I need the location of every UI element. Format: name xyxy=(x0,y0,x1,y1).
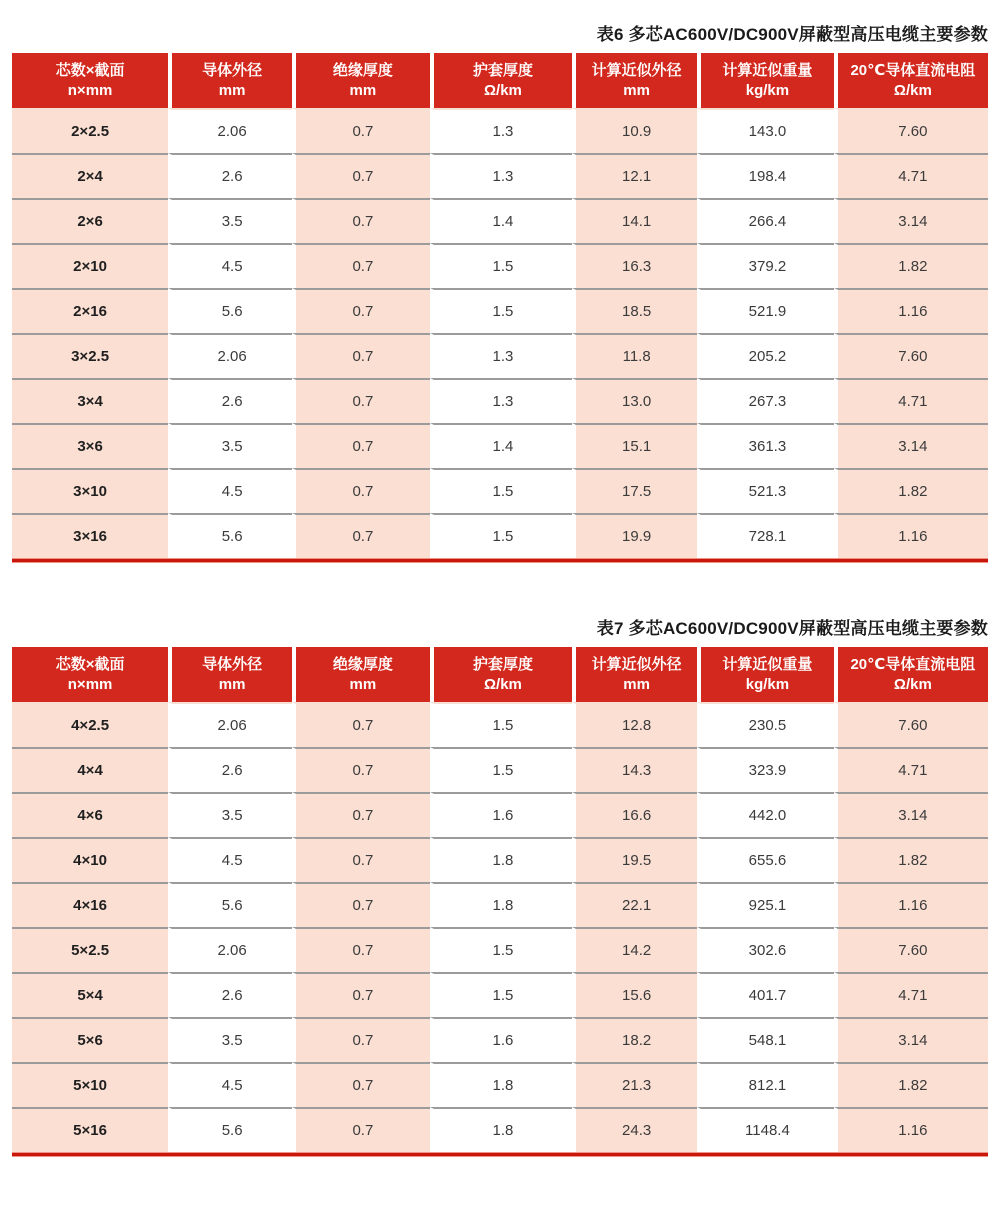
column-header-label: 20℃导体直流电阻 xyxy=(850,61,976,79)
row-spec-cell: 4×6 xyxy=(12,792,168,837)
table-row xyxy=(12,378,988,423)
value-cell: 1.16 xyxy=(834,513,988,558)
value-cell: 1.8 xyxy=(430,837,572,882)
value-cell: 2.6 xyxy=(168,378,292,423)
column-header xyxy=(572,53,697,108)
value-cell: 21.3 xyxy=(572,1062,697,1107)
table-row xyxy=(12,837,988,882)
column-header xyxy=(834,647,988,702)
value-cell: 323.9 xyxy=(697,747,834,792)
row-spec-cell: 5×2.5 xyxy=(12,927,168,972)
value-cell: 1.3 xyxy=(430,378,572,423)
value-cell: 11.8 xyxy=(572,333,697,378)
value-cell: 14.1 xyxy=(572,198,697,243)
row-spec-cell: 5×6 xyxy=(12,1017,168,1062)
table-header xyxy=(12,647,988,702)
value-cell: 1.4 xyxy=(430,198,572,243)
value-cell: 3.5 xyxy=(168,792,292,837)
cable-table-section xyxy=(12,618,988,1157)
row-spec-cell: 3×6 xyxy=(12,423,168,468)
table-row xyxy=(12,702,988,747)
value-cell: 14.2 xyxy=(572,927,697,972)
table-row xyxy=(12,927,988,972)
value-cell: 22.1 xyxy=(572,882,697,927)
value-cell: 5.6 xyxy=(168,288,292,333)
column-header xyxy=(12,53,168,108)
column-header-unit: kg/km xyxy=(745,81,790,99)
value-cell: 3.14 xyxy=(834,423,988,468)
value-cell: 1.6 xyxy=(430,1017,572,1062)
value-cell: 1.16 xyxy=(834,288,988,333)
value-cell: 1.82 xyxy=(834,468,988,513)
value-cell: 1.16 xyxy=(834,1107,988,1152)
row-spec-cell: 3×16 xyxy=(12,513,168,558)
table-row xyxy=(12,333,988,378)
cable-parameters-table xyxy=(12,647,988,1152)
value-cell: 1.4 xyxy=(430,423,572,468)
value-cell: 1.6 xyxy=(430,792,572,837)
value-cell: 3.5 xyxy=(168,198,292,243)
table-bottom-rule xyxy=(12,1152,988,1157)
cable-parameters-table xyxy=(12,53,988,558)
value-cell: 521.3 xyxy=(697,468,834,513)
row-spec-cell: 3×4 xyxy=(12,378,168,423)
value-cell: 0.7 xyxy=(292,468,430,513)
row-spec-cell: 4×16 xyxy=(12,882,168,927)
value-cell: 4.5 xyxy=(168,837,292,882)
value-cell: 4.5 xyxy=(168,1062,292,1107)
value-cell: 7.60 xyxy=(834,333,988,378)
table-row xyxy=(12,468,988,513)
table-title: 表7 多芯AC600V/DC900V屏蔽型高压电缆主要参数 xyxy=(596,619,988,638)
value-cell: 2.06 xyxy=(168,927,292,972)
column-header-unit: n×mm xyxy=(67,675,113,693)
value-cell: 1.16 xyxy=(834,882,988,927)
value-cell: 7.60 xyxy=(834,927,988,972)
header-row xyxy=(12,647,988,702)
row-spec-cell: 2×2.5 xyxy=(12,108,168,153)
value-cell: 1.8 xyxy=(430,1107,572,1152)
value-cell: 812.1 xyxy=(697,1062,834,1107)
value-cell: 2.6 xyxy=(168,972,292,1017)
column-header-unit: Ω/km xyxy=(893,675,932,693)
value-cell: 1.3 xyxy=(430,333,572,378)
table-row xyxy=(12,747,988,792)
column-header xyxy=(572,647,697,702)
value-cell: 24.3 xyxy=(572,1107,697,1152)
row-spec-cell: 2×6 xyxy=(12,198,168,243)
row-spec-cell: 4×2.5 xyxy=(12,702,168,747)
value-cell: 16.3 xyxy=(572,243,697,288)
column-header-label: 护套厚度 xyxy=(472,655,533,673)
table-row xyxy=(12,513,988,558)
value-cell: 1.5 xyxy=(430,468,572,513)
value-cell: 4.71 xyxy=(834,972,988,1017)
column-header-label: 计算近似外径 xyxy=(591,655,682,673)
value-cell: 1.5 xyxy=(430,288,572,333)
column-header-unit: Ω/km xyxy=(484,675,522,693)
value-cell: 13.0 xyxy=(572,378,697,423)
row-spec-cell: 2×10 xyxy=(12,243,168,288)
value-cell: 5.6 xyxy=(168,882,292,927)
row-spec-cell: 5×16 xyxy=(12,1107,168,1152)
value-cell: 16.6 xyxy=(572,792,697,837)
column-header-unit: mm xyxy=(218,675,246,693)
value-cell: 5.6 xyxy=(168,1107,292,1152)
table-body xyxy=(12,702,988,1152)
value-cell: 302.6 xyxy=(697,927,834,972)
value-cell: 1.82 xyxy=(834,243,988,288)
table-row xyxy=(12,882,988,927)
value-cell: 0.7 xyxy=(292,972,430,1017)
row-spec-cell: 4×10 xyxy=(12,837,168,882)
row-spec-cell: 5×10 xyxy=(12,1062,168,1107)
value-cell: 0.7 xyxy=(292,882,430,927)
value-cell: 1.5 xyxy=(430,702,572,747)
value-cell: 0.7 xyxy=(292,423,430,468)
value-cell: 925.1 xyxy=(697,882,834,927)
table-row xyxy=(12,288,988,333)
value-cell: 379.2 xyxy=(697,243,834,288)
column-header xyxy=(697,647,834,702)
table-row xyxy=(12,243,988,288)
row-spec-cell: 3×10 xyxy=(12,468,168,513)
column-header-unit: mm xyxy=(349,675,377,693)
column-header-label: 芯数×截面 xyxy=(55,655,125,673)
value-cell: 3.5 xyxy=(168,1017,292,1062)
value-cell: 2.6 xyxy=(168,153,292,198)
value-cell: 3.14 xyxy=(834,792,988,837)
value-cell: 442.0 xyxy=(697,792,834,837)
value-cell: 18.5 xyxy=(572,288,697,333)
column-header xyxy=(168,53,292,108)
table-row xyxy=(12,108,988,153)
table-row xyxy=(12,423,988,468)
table-title: 表6 多芯AC600V/DC900V屏蔽型高压电缆主要参数 xyxy=(596,25,988,44)
value-cell: 1.82 xyxy=(834,1062,988,1107)
value-cell: 143.0 xyxy=(697,108,834,153)
value-cell: 361.3 xyxy=(697,423,834,468)
column-header-unit: mm xyxy=(623,675,650,693)
value-cell: 266.4 xyxy=(697,198,834,243)
table-row xyxy=(12,1017,988,1062)
value-cell: 0.7 xyxy=(292,288,430,333)
row-spec-cell: 2×16 xyxy=(12,288,168,333)
value-cell: 548.1 xyxy=(697,1017,834,1062)
value-cell: 4.5 xyxy=(168,468,292,513)
table-row xyxy=(12,1062,988,1107)
value-cell: 17.5 xyxy=(572,468,697,513)
column-header-label: 导体外径 xyxy=(202,61,263,79)
value-cell: 19.9 xyxy=(572,513,697,558)
cable-table-section xyxy=(12,24,988,563)
value-cell: 0.7 xyxy=(292,108,430,153)
value-cell: 267.3 xyxy=(697,378,834,423)
value-cell: 1.5 xyxy=(430,927,572,972)
value-cell: 0.7 xyxy=(292,1062,430,1107)
value-cell: 1.82 xyxy=(834,837,988,882)
value-cell: 0.7 xyxy=(292,378,430,423)
column-header-unit: mm xyxy=(218,81,246,99)
column-header-label: 计算近似外径 xyxy=(591,61,682,79)
value-cell: 1.5 xyxy=(430,513,572,558)
value-cell: 4.71 xyxy=(834,378,988,423)
value-cell: 2.06 xyxy=(168,333,292,378)
value-cell: 205.2 xyxy=(697,333,834,378)
value-cell: 1.3 xyxy=(430,153,572,198)
value-cell: 3.5 xyxy=(168,423,292,468)
value-cell: 0.7 xyxy=(292,1107,430,1152)
value-cell: 655.6 xyxy=(697,837,834,882)
value-cell: 0.7 xyxy=(292,702,430,747)
column-header-label: 20℃导体直流电阻 xyxy=(850,655,976,673)
value-cell: 2.06 xyxy=(168,702,292,747)
column-header-label: 计算近似重量 xyxy=(722,61,813,79)
value-cell: 521.9 xyxy=(697,288,834,333)
value-cell: 0.7 xyxy=(292,792,430,837)
column-header xyxy=(834,53,988,108)
value-cell: 4.5 xyxy=(168,243,292,288)
table-row xyxy=(12,972,988,1017)
column-header-unit: Ω/km xyxy=(893,81,932,99)
row-spec-cell: 2×4 xyxy=(12,153,168,198)
column-header xyxy=(430,647,572,702)
value-cell: 1.5 xyxy=(430,243,572,288)
value-cell: 401.7 xyxy=(697,972,834,1017)
value-cell: 0.7 xyxy=(292,927,430,972)
value-cell: 1148.4 xyxy=(697,1107,834,1152)
value-cell: 5.6 xyxy=(168,513,292,558)
tables-container xyxy=(12,24,988,1157)
value-cell: 0.7 xyxy=(292,198,430,243)
value-cell: 12.1 xyxy=(572,153,697,198)
column-header-unit: mm xyxy=(623,81,650,99)
table-header xyxy=(12,53,988,108)
value-cell: 19.5 xyxy=(572,837,697,882)
column-header xyxy=(430,53,572,108)
value-cell: 4.71 xyxy=(834,153,988,198)
table-row xyxy=(12,792,988,837)
table-row xyxy=(12,153,988,198)
column-header xyxy=(697,53,834,108)
value-cell: 728.1 xyxy=(697,513,834,558)
value-cell: 14.3 xyxy=(572,747,697,792)
value-cell: 1.5 xyxy=(430,972,572,1017)
column-header xyxy=(292,647,430,702)
value-cell: 7.60 xyxy=(834,702,988,747)
row-spec-cell: 4×4 xyxy=(12,747,168,792)
value-cell: 12.8 xyxy=(572,702,697,747)
column-header-unit: Ω/km xyxy=(484,81,522,99)
value-cell: 10.9 xyxy=(572,108,697,153)
column-header-unit: n×mm xyxy=(67,81,113,99)
column-header-label: 护套厚度 xyxy=(472,61,533,79)
value-cell: 1.8 xyxy=(430,882,572,927)
column-header xyxy=(168,647,292,702)
value-cell: 0.7 xyxy=(292,153,430,198)
value-cell: 15.1 xyxy=(572,423,697,468)
value-cell: 1.3 xyxy=(430,108,572,153)
row-spec-cell: 3×2.5 xyxy=(12,333,168,378)
column-header-label: 绝缘厚度 xyxy=(332,655,393,673)
value-cell: 0.7 xyxy=(292,333,430,378)
value-cell: 0.7 xyxy=(292,837,430,882)
column-header xyxy=(12,647,168,702)
value-cell: 7.60 xyxy=(834,108,988,153)
column-header-label: 芯数×截面 xyxy=(55,61,125,79)
column-header-unit: mm xyxy=(349,81,377,99)
value-cell: 230.5 xyxy=(697,702,834,747)
column-header-label: 绝缘厚度 xyxy=(332,61,393,79)
value-cell: 1.8 xyxy=(430,1062,572,1107)
value-cell: 0.7 xyxy=(292,1017,430,1062)
table-bottom-rule xyxy=(12,558,988,563)
table-body xyxy=(12,108,988,558)
table-row xyxy=(12,1107,988,1152)
value-cell: 0.7 xyxy=(292,243,430,288)
row-spec-cell: 5×4 xyxy=(12,972,168,1017)
header-row xyxy=(12,53,988,108)
value-cell: 4.71 xyxy=(834,747,988,792)
value-cell: 198.4 xyxy=(697,153,834,198)
value-cell: 0.7 xyxy=(292,747,430,792)
value-cell: 1.5 xyxy=(430,747,572,792)
column-header-unit: kg/km xyxy=(745,675,790,693)
column-header-label: 导体外径 xyxy=(202,655,263,673)
value-cell: 3.14 xyxy=(834,1017,988,1062)
value-cell: 15.6 xyxy=(572,972,697,1017)
value-cell: 2.6 xyxy=(168,747,292,792)
value-cell: 2.06 xyxy=(168,108,292,153)
value-cell: 18.2 xyxy=(572,1017,697,1062)
table-row xyxy=(12,198,988,243)
column-header-label: 计算近似重量 xyxy=(722,655,813,673)
value-cell: 3.14 xyxy=(834,198,988,243)
column-header xyxy=(292,53,430,108)
value-cell: 0.7 xyxy=(292,513,430,558)
